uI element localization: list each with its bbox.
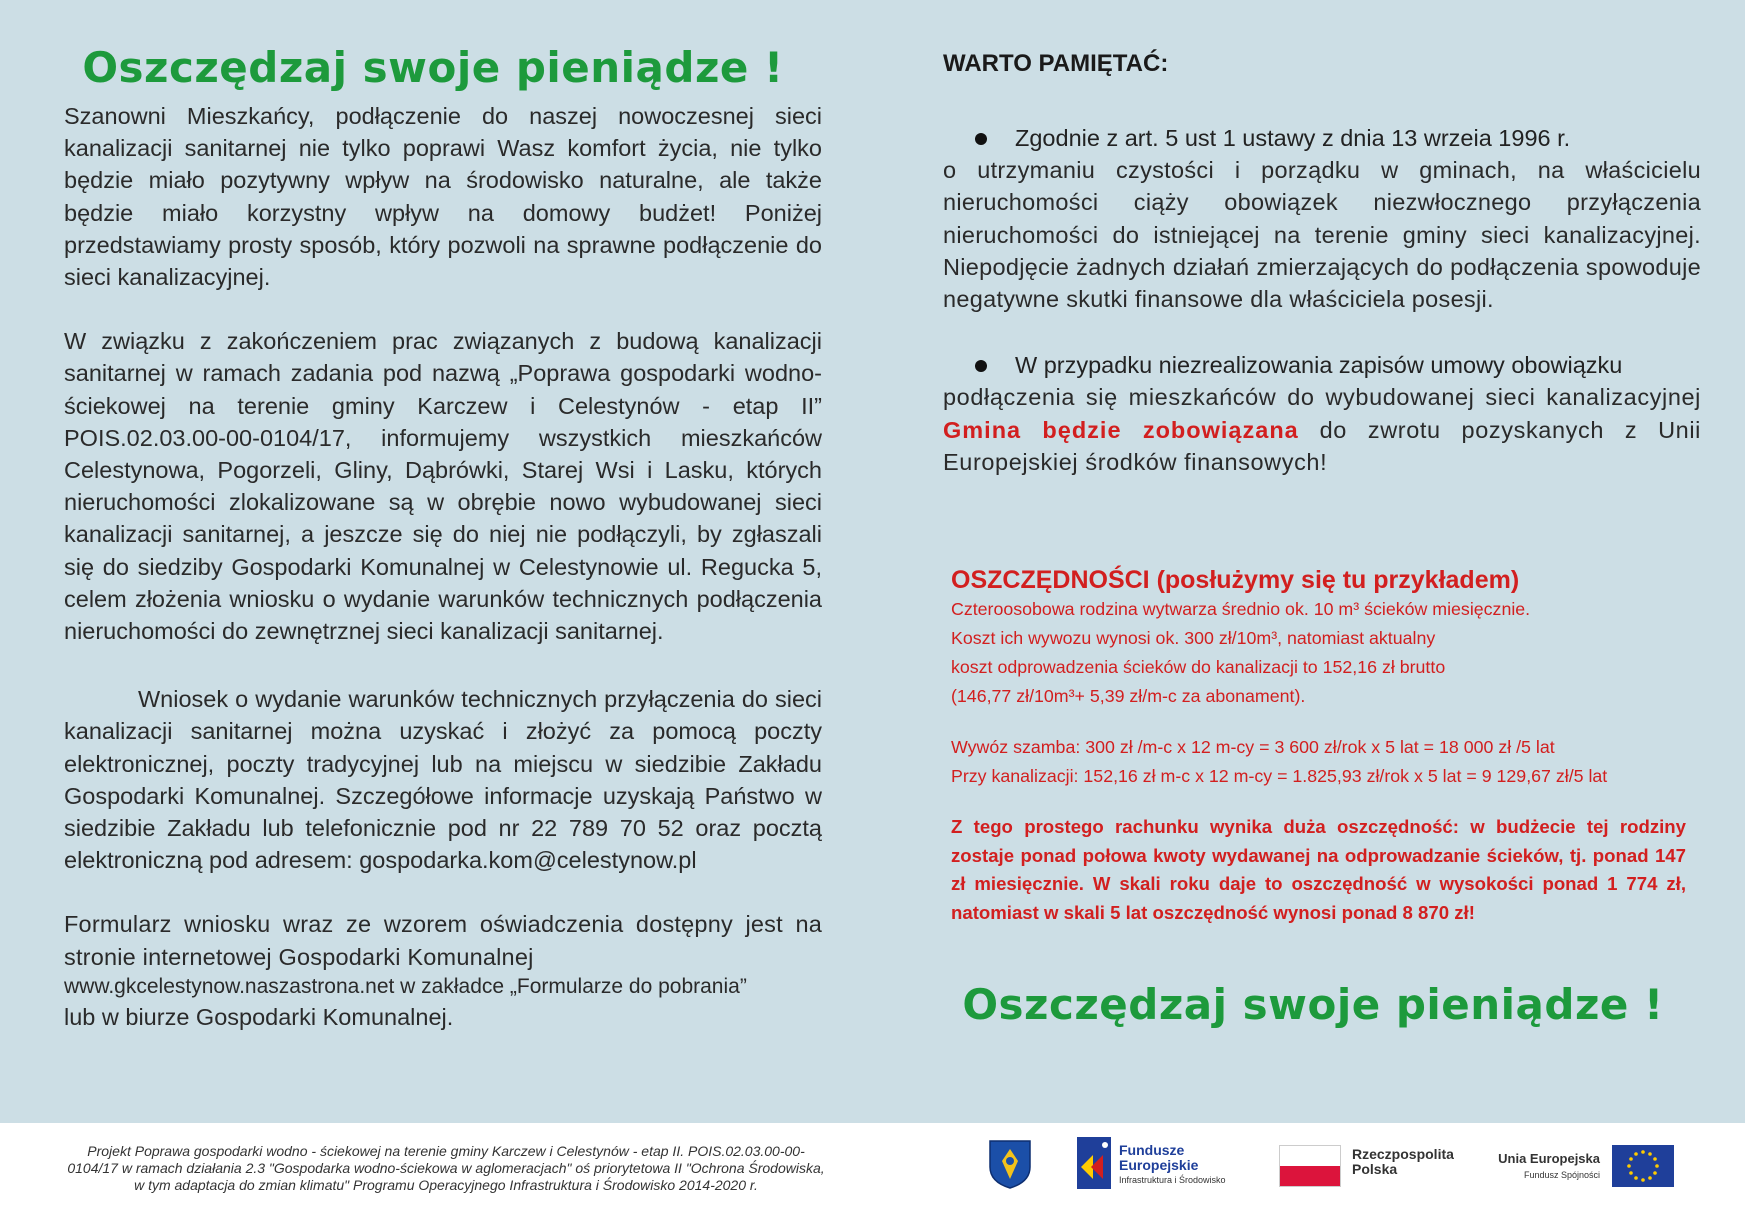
right-column [943,50,1701,1033]
bullet-dot-icon [975,133,987,145]
warto-heading: WARTO PAMIĘTAĆ: [943,50,1169,77]
savings-title: OSZCZĘDNOŚCI (posłużymy się tu przykładem) [951,566,1520,595]
intro-paragraph: Szanowni Mieszkańcy, podłączenie do naszej nowoczesnej sieci kanalizacji sanitarnej nie tylko poprawi Wasz komfort życia, nie tylko będzie miało pozytywny wpływ na środowisko naturalne, ale także będzie miało korzystny wpływ na domowy budżet! Poniżej przedstawiamy prosty sposób, który pozwoli na sprawne podłączenie do sieci kanalizacyjnej. [64,103,822,291]
info-paragraph: W związku z zakończeniem prac związanych z budową kanalizacji sanitarnej w ramach zadania pod nazwą „Poprawa gospodarki wodno- ściekowej na terenie gminy Karczew i Celestynów - etap II” POIS.02.03.00-00-0104/17, informujemy wszystkich mieszkańców Celestynowa, Pogorzeli, Gliny, Dąbrówki, Starej Wsi i Lasku, których nieruchomości zlokalizowane są w obrębie nowo wybudowanej sieci kanalizacji sanitarnej, a jeszcze się do niej nie podłączyli, by zgłaszali się do siedziby Gospodarki Komunalnej w Celestynowie ul. Regucka 5, celem złożenia wniosku o wydanie warunków technicznych podłączenia nieruchomości do zewnętrznej sieci kanalizacji sanitarnej. [64,328,822,645]
rp-line1: Rzeczpospolita [1352,1146,1454,1162]
website-link[interactable]: www.gkcelestynow.naszastrona.net w zakładce „Formularze do pobrania” [64,974,747,998]
unia-europejska-logo [1490,1145,1680,1195]
calc-line: Wywóz szamba: 300 zł /m-c x 12 m-cy = 3 600 zł/rok x 5 lat = 18 000 zł /5 lat [951,737,1555,758]
ue-line2: Fundusz Spójności [1523,1170,1600,1180]
left-title: Oszczędzaj swoje pieniądze ! [82,43,784,92]
rzeczpospolita-polska-logo [1279,1145,1469,1195]
polish-flag-icon [1279,1145,1341,1187]
right-title: Oszczędzaj swoje pieniądze ! [962,980,1664,1030]
footer [0,1123,1745,1225]
savings-box [943,566,1686,927]
form-paragraph-text: Formularz wniosku wraz ze wzorem oświadczenia dostępny jest na stronie internetowej Gospodarki Komunalnej [64,911,822,970]
eu-flag-icon [1612,1145,1674,1187]
calc-line: Przy kanalizacji: 152,16 zł m-c x 12 m-cy = 1.825,93 zł/rok x 5 lat = 9 129,67 zł/5 lat [951,766,1608,787]
ue-line1: Unia Europejska [1498,1151,1600,1166]
left-column [64,40,822,1033]
form-paragraph-end: lub w biurze Gospodarki Komunalnej. [64,1003,454,1030]
bullet-1 [943,122,1701,315]
bullet-2-first-line: W przypadku niezrealizowania zapisów umowy obowiązku [1015,352,1623,379]
bullet-1-text: o utrzymaniu czystości i porządku w gminach, na właścicielu nieruchomości ciąży obowiązek niezwłocznego przyłączenia nieruchomości do istniejącej na terenie gminy sieci kanalizacyjnej. Niepodjęcie żadnych działań zmierzających do podłączenia spowoduje negatywne skutki finansowe dla właściciela posesji. [943,157,1701,313]
bullet-2-pre: podłączenia się mieszkańców do wybudowanej sieci kanalizacyjnej [943,384,1701,411]
fundusze-europejskie-logo [1077,1137,1247,1197]
calc-lines [951,733,1686,791]
fe-line1: Fundusze [1119,1142,1185,1158]
fe-line2: Europejskie [1119,1157,1199,1173]
bullet-2-text [943,381,1701,478]
savings-line: Czteroosobowa rodzina wytwarza średnio ok. 10 m³ ścieków miesięcznie. [951,599,1531,620]
savings-conclusion: Z tego prostego rachunku wynika duża oszczędność: w budżecie tej rodziny zostaje ponad połowa kwoty wydawanej na odprowadzanie ścieków, tj. ponad 147 zł miesięcznie. W skali roku daje to oszczędność w wysokości ponad 1 774 zł, natomiast w skali 5 lat oszczędność wynosi ponad 8 870 zł! [951,816,1686,923]
coat-of-arms-logo [988,1139,1032,1193]
savings-line: koszt odprowadzenia ścieków do kanalizacji to 152,16 zł brutto [951,657,1446,678]
application-paragraph: Wniosek o wydanie warunków technicznych przyłączenia do sieci kanalizacji sanitarnej można uzyskać i złożyć za pomocą poczty elektronicznej, poczty tradycyjnej lub na miejscu w siedzibie Zakładu Gospodarki Komunalnej. Szczegółowe informacje uzyskają Państwo w siedzibie Zakładu lub telefonicznie pod nr 22 789 70 52 oraz pocztą elektroniczną pod adresem: gospodarka.kom@celestynow.pl [64,686,822,874]
savings-lines [951,595,1686,711]
form-paragraph [64,908,822,1033]
savings-line: Koszt ich wywozu wynosi ok. 300 zł/10m³, natomiast aktualny [951,628,1436,649]
project-info-text: Projekt Poprawa gospodarki wodno - ściekowej na terenie gminy Karczew i Celestynów - etap II. POIS.02.03.00-00-0104/17 w ramach działania 2.3 "Gospodarka wodno-ściekowa w aglomeracjach" oś priorytetowa II "Ochrona Środowiska, w tym adaptacja do zmian klimatu" Programu Operacyjnego Infrastruktura i Środowisko 2014-2020 r. [67,1143,825,1193]
fe-line3: Infrastruktura i Środowisko [1119,1175,1226,1185]
bullet-1-first-line: Zgodnie z art. 5 ust 1 ustawy z dnia 13 wrzeia 1996 r. [1015,125,1571,151]
rp-line2: Polska [1352,1161,1398,1177]
bullet-2 [943,349,1701,478]
bullet-2-post: do zwrotu pozyskanych z Unii Europejskiej środków finansowych! [943,416,1701,475]
bullet-2-emphasis: Gmina będzie zobowiązana [943,416,1299,443]
savings-line: (146,77 zł/10m³+ 5,39 zł/m-c za abonament). [951,686,1306,707]
